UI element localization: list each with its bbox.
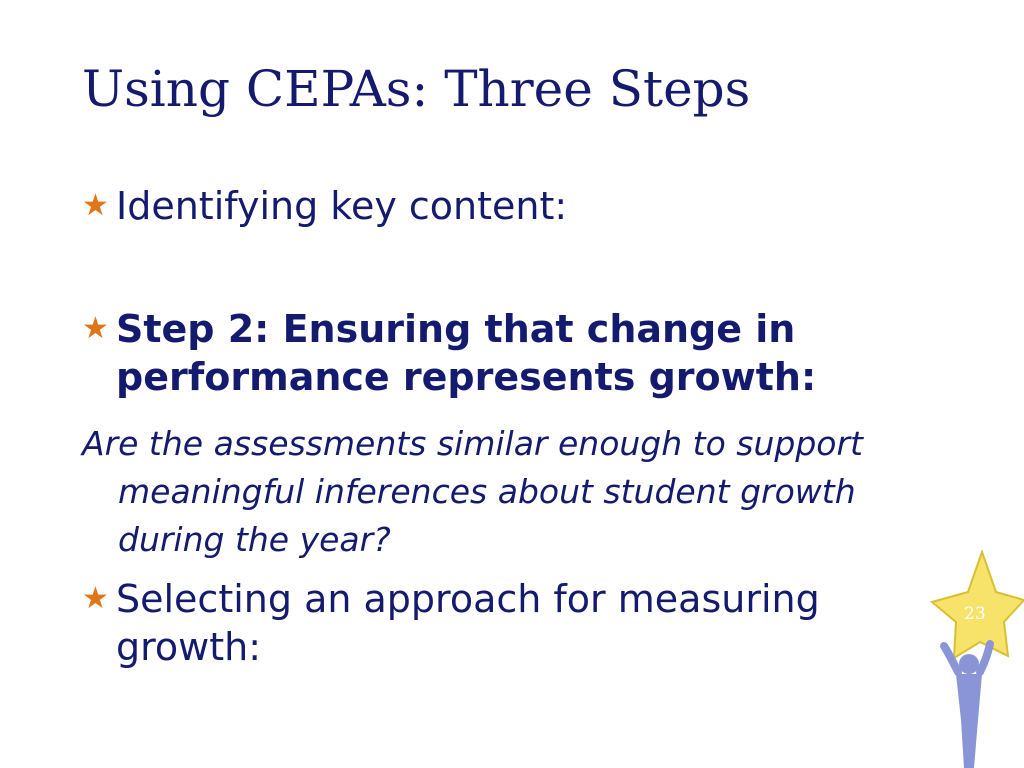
bullet-item-selecting [82, 575, 876, 671]
star-person-logo-icon [918, 548, 1024, 768]
bullet-item-identifying [82, 182, 876, 230]
star-bullet-icon: ★ [82, 188, 109, 223]
star-bullet-icon: ★ [82, 581, 109, 616]
bullet-text: Identifying key content: [116, 184, 568, 228]
star-bullet-icon: ★ [82, 311, 109, 346]
bullet-text: Selecting an approach for measuring growth: [116, 577, 820, 669]
slide-title: Using CEPAs: Three Steps [82, 60, 751, 118]
slide-number: 23 [964, 604, 986, 624]
bullet-item-step-2 [82, 305, 876, 401]
assessment-question: Are the assessments similar enough to support meaningful inferences about student growth during the year? [82, 424, 863, 559]
bullet-text: Step 2: Ensuring that change in performance represents growth: [116, 307, 817, 399]
